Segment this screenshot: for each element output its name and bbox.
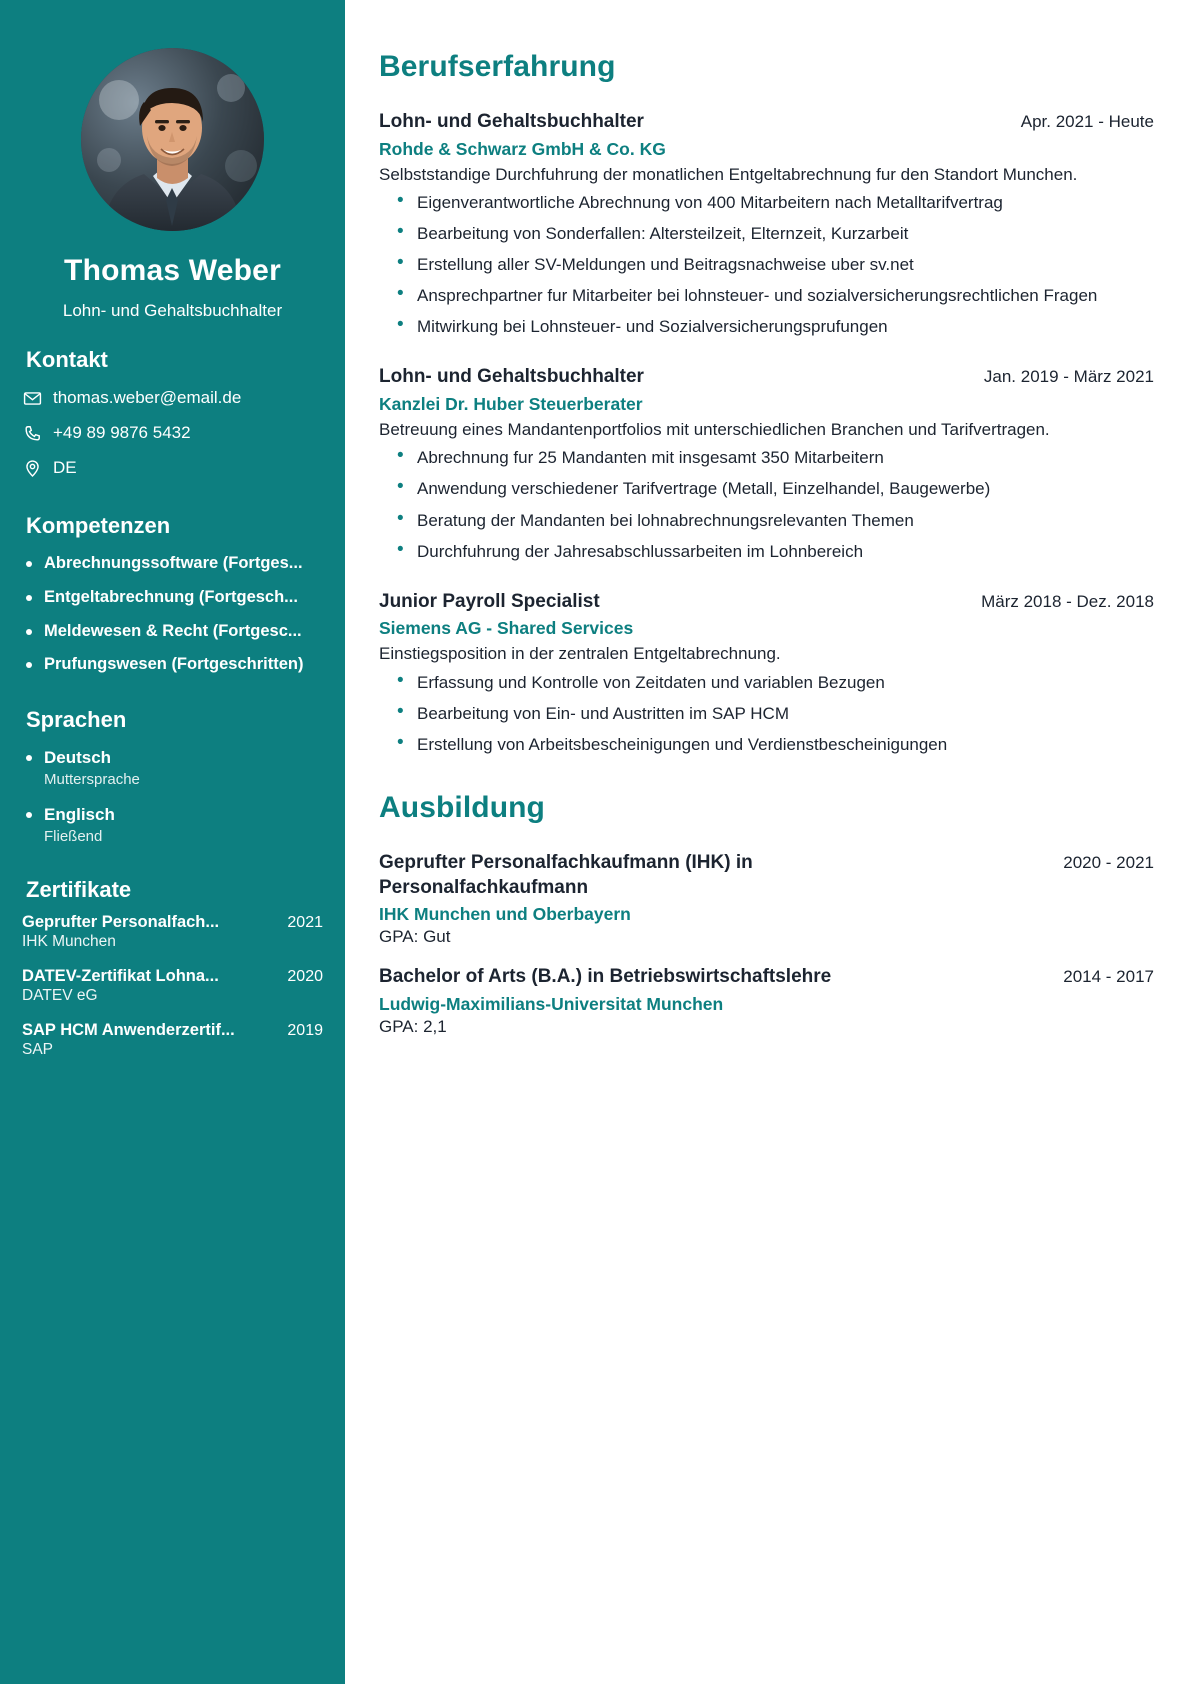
experience-description: Betreuung eines Mandantenportfolios mit unterschiedlichen Branchen und Tarifvertragen. [379, 420, 1050, 440]
education-entry [379, 851, 1154, 947]
bullet-dot-icon [26, 662, 32, 668]
list-item [22, 804, 323, 845]
certificates-list [22, 913, 323, 1059]
skills-heading: Kompetenzen [26, 513, 171, 539]
experience-bullets [379, 191, 1154, 340]
profile-photo [81, 48, 264, 231]
bullet-dot-icon [26, 629, 32, 635]
contact-list [22, 387, 323, 479]
list-item [22, 553, 323, 574]
bullet-dot-icon [26, 812, 32, 818]
experience-role: Junior Payroll Specialist [379, 590, 600, 612]
main-content [345, 0, 1190, 1684]
languages-list [22, 747, 323, 846]
certificate-issuer: DATEV eG [22, 987, 98, 1005]
list-item: • Bearbeitung von Sonderfallen: Altersteilzeit, Elternzeit, Kurzarbeit [397, 222, 1154, 246]
education-date: 2014 - 2017 [1063, 967, 1154, 987]
language-level: Fließend [44, 828, 103, 846]
list-item [22, 587, 323, 608]
list-item [22, 913, 323, 951]
list-item: • Durchfuhrung der Jahresabschlussarbeiten im Lohnbereich [397, 540, 1154, 564]
education-date: 2020 - 2021 [1063, 852, 1154, 872]
envelope-icon [22, 388, 42, 408]
experience-date: Apr. 2021 - Heute [1020, 112, 1154, 131]
list-item: • Beratung der Mandanten bei lohnabrechnungsrelevanten Themen [397, 509, 1154, 533]
bullet-dot-icon [26, 755, 32, 761]
experience-bullets [379, 671, 1154, 757]
list-item [22, 654, 323, 675]
education-school: Ludwig-Maximilians-Universitat Munchen [379, 994, 724, 1014]
certificate-year: 2020 [287, 968, 323, 986]
location-pin-icon [22, 458, 42, 478]
skill-label: Abrechnungssoftware (Fortges... [44, 554, 303, 573]
bullet-dot-icon [26, 595, 32, 601]
education-gpa: GPA: Gut [379, 927, 451, 947]
list-item: • Eigenverantwortliche Abrechnung von 400 Mitarbeitern nach Metalltarifvertrag [397, 191, 1154, 215]
experience-organization: Siemens AG - Shared Services [379, 618, 634, 639]
contact-email[interactable] [22, 387, 323, 409]
list-item [22, 967, 323, 1005]
contact-email-value: thomas.weber@email.de [53, 388, 242, 407]
list-item [22, 621, 323, 642]
list-item: • Mitwirkung bei Lohnsteuer- und Sozialversicherungsprufungen [397, 315, 1154, 339]
experience-description: Selbststandige Durchfuhrung der monatlichen Entgeltabrechnung fur den Standort Munchen. [379, 164, 1078, 184]
contact-phone-value: +49 89 9876 5432 [53, 423, 191, 443]
education-gpa: GPA: 2,1 [379, 1017, 447, 1036]
certificate-year: 2021 [287, 914, 323, 932]
experience-organization: Kanzlei Dr. Huber Steuerberater [379, 394, 643, 415]
list-item [22, 747, 323, 788]
skill-label: Meldewesen & Recht (Fortgesc... [44, 621, 302, 640]
experience-entry [379, 590, 1154, 757]
experience-section-title: Berufserfahrung [379, 50, 616, 83]
language-name: Englisch [44, 805, 115, 825]
experience-organization: Rohde & Schwarz GmbH & Co. KG [379, 138, 666, 159]
certificate-year: 2019 [287, 1022, 323, 1040]
languages-heading: Sprachen [26, 706, 127, 732]
language-level: Muttersprache [44, 771, 140, 789]
experience-entry [379, 110, 1154, 339]
contact-location-value: DE [53, 458, 77, 478]
certificate-name: SAP HCM Anwenderzertif... [22, 1021, 235, 1040]
bullet-dot-icon [26, 561, 32, 567]
avatar [22, 48, 323, 231]
skill-label: Prufungswesen (Fortgeschritten) [44, 655, 304, 674]
full-name: Thomas Weber [64, 254, 281, 287]
experience-role: Lohn- und Gehaltsbuchhalter [379, 111, 644, 132]
certificate-issuer: SAP [22, 1041, 54, 1059]
skill-label: Entgeltabrechnung (Fortgesch... [44, 587, 298, 606]
profile-photo-graphic [81, 48, 264, 231]
list-item: • Erstellung von Arbeitsbescheinigungen und Verdienstbescheinigungen [397, 733, 1154, 757]
experience-role: Lohn- und Gehaltsbuchhalter [379, 366, 644, 388]
education-degree: Bachelor of Arts (B.A.) in Betriebswirtschaftslehre [379, 966, 832, 988]
phone-icon [22, 423, 42, 443]
contact-phone[interactable] [22, 422, 323, 444]
certificate-issuer: IHK Munchen [22, 933, 116, 951]
education-degree: Geprufter Personalfachkaufmann (IHK) in Personalfachkaufmann [379, 851, 753, 898]
education-entry [379, 965, 1154, 1037]
list-item: • Erstellung aller SV-Meldungen und Beitragsnachweise uber sv.net [397, 253, 1154, 277]
experience-bullets [379, 446, 1154, 564]
certificate-name: Geprufter Personalfach... [22, 913, 220, 932]
language-name: Deutsch [44, 747, 112, 767]
sidebar [0, 0, 345, 1684]
list-item: • Anwendung verschiedener Tarifvertrage (Metall, Einzelhandel, Baugewerbe) [397, 477, 1154, 501]
list-item: • Abrechnung fur 25 Mandanten mit insgesamt 350 Mitarbeitern [397, 446, 1154, 470]
experience-description: Einstiegsposition in der zentralen Entgeltabrechnung. [379, 644, 781, 664]
contact-location [22, 457, 323, 479]
contact-heading: Kontakt [26, 347, 108, 372]
skills-list [22, 553, 323, 675]
experience-date: März 2018 - Dez. 2018 [981, 591, 1154, 611]
education-school: IHK Munchen und Oberbayern [379, 904, 631, 925]
experience-entry [379, 365, 1154, 563]
list-item: • Bearbeitung von Ein- und Austritten im SAP HCM [397, 702, 1154, 726]
education-section-title: Ausbildung [379, 790, 545, 824]
experience-date: Jan. 2019 - März 2021 [983, 367, 1154, 387]
certificates-heading: Zertifikate [26, 877, 132, 903]
list-item: • Erfassung und Kontrolle von Zeitdaten und variablen Bezugen [397, 671, 1154, 695]
certificate-name: DATEV-Zertifikat Lohna... [22, 967, 219, 986]
list-item [22, 1021, 323, 1059]
sidebar-job-title: Lohn- und Gehaltsbuchhalter [62, 301, 283, 320]
list-item: • Ansprechpartner fur Mitarbeiter bei lohnsteuer- und sozialversicherungsrechtlichen Fragen [397, 284, 1154, 308]
